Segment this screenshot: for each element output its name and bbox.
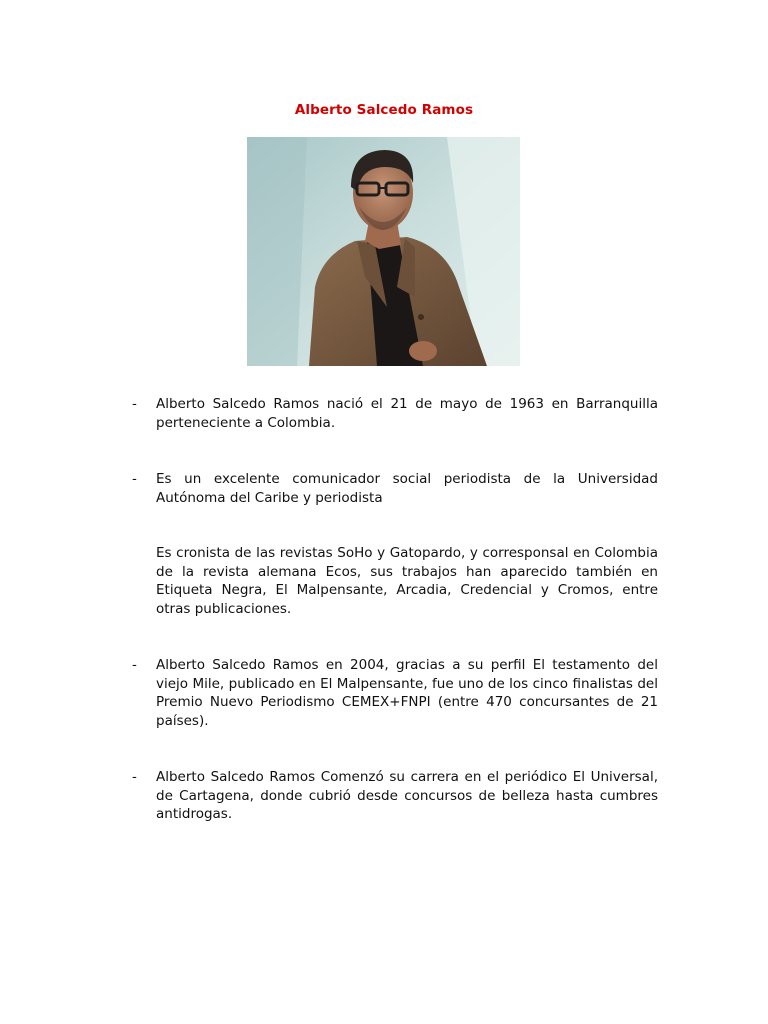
bullet-dash: - — [132, 657, 137, 673]
bullet-dash: - — [132, 396, 137, 412]
paragraph-chronicler: Es cronista de las revistas SoHo y Gatopardo, y corresponsal en Colombia de la revista alemana Ecos, sus trabajos han aparecido también en Etiqueta Negra, El Malpensante, Arcadia, Credencial y Cromos, entre otras publicaciones. — [156, 545, 658, 617]
paragraph-career: Alberto Salcedo Ramos Comenzó su carrera en el periódico El Universal, de Cartagena, donde cubrió desde concursos de belleza hasta cumbres antidrogas. — [156, 769, 658, 822]
paragraph-birth: Alberto Salcedo Ramos nació el 21 de mayo de 1963 en Barranquilla perteneciente a Colombia. — [156, 396, 658, 431]
bullet-dash: - — [132, 769, 137, 785]
paragraph-award: Alberto Salcedo Ramos en 2004, gracias a su perfil El testamento del viejo Mile, publicado en El Malpensante, fue uno de los cinco finalistas del Premio Nuevo Periodismo CEMEX+FNPI (entre 470 concursantes de 21 países). — [156, 657, 658, 729]
bullet-dash: - — [132, 471, 137, 487]
portrait-photo — [247, 137, 520, 366]
paragraph-education: Es un excelente comunicador social periodista de la Universidad Autónoma del Caribe y periodista — [156, 471, 658, 506]
document-title: Alberto Salcedo Ramos — [294, 102, 474, 118]
